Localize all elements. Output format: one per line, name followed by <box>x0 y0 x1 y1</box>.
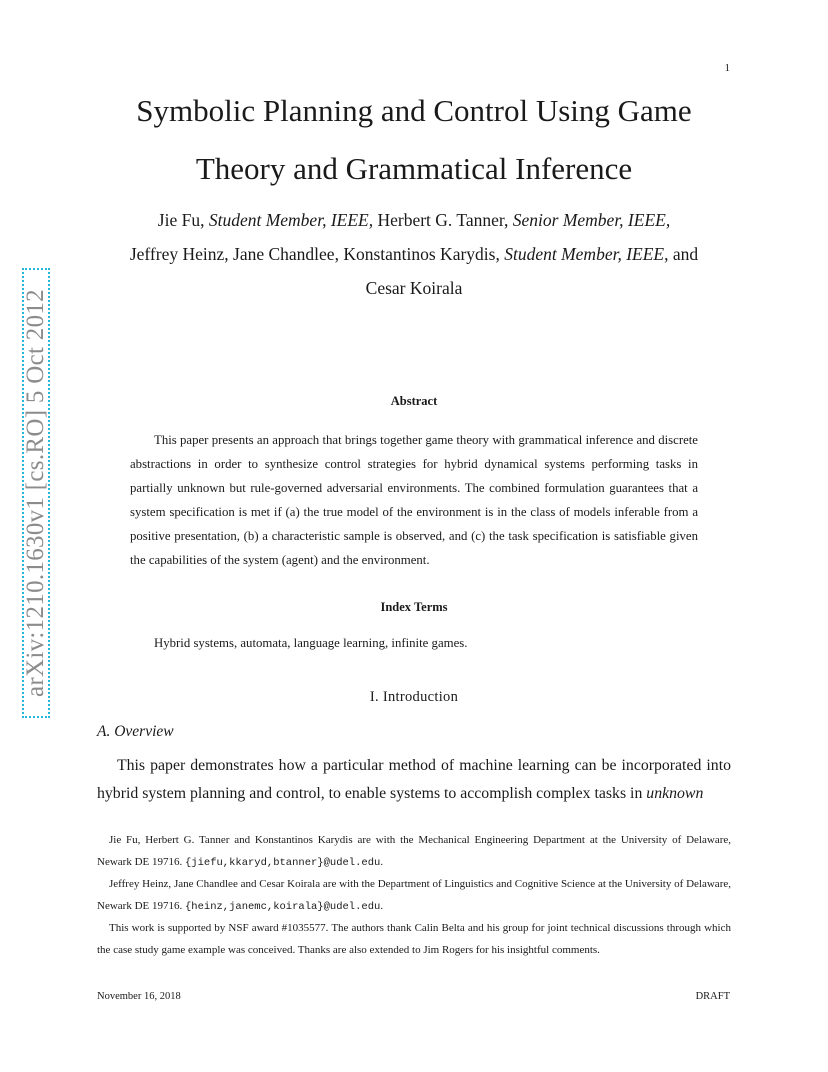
footnotes <box>97 830 731 961</box>
footnote-1: Jie Fu, Herbert G. Tanner and Konstantinos Karydis are with the Mechanical Engineering Department at the University of Delaware, Newark DE 19716. {jiefu,kkaryd,btanner}@udel.edu. <box>97 834 731 869</box>
author-role: Student Member, IEEE <box>504 244 665 264</box>
footnote-3: This work is supported by NSF award #1035577. The authors thank Calin Belta and his group for joint technical discussions through which the case study game example was conceived. Thanks are also extended to Jim Rogers for his insightful comments. <box>97 922 731 956</box>
body-emphasis: unknown <box>646 785 704 802</box>
author-name: Jeffrey Heinz, Jane Chandlee, Konstantinos Karydis, <box>129 244 505 264</box>
abstract-text: This paper presents an approach that brings together game theory with grammatical inference and discrete abstractions in order to synthesize control strategies for hybrid dynamical systems performing tasks in partially unknown but rule-governed adversarial environments. The combined formulation guarantees that a system specification is met if (a) the true model of the environment is in the class of models inferable from a positive presentation, (b) a characteristic sample is observed, and (c) the task specification is satisfiable given the capabilities of the system (agent) and the environment. <box>130 433 698 567</box>
author-row-2 <box>60 237 768 271</box>
author-name: Herbert G. Tanner, <box>373 210 513 230</box>
paper-title <box>60 82 768 198</box>
arxiv-stamp <box>22 268 50 718</box>
page-number: 1 <box>724 62 730 74</box>
footnote-email: {jiefu,kkaryd,btanner}@udel.edu <box>184 856 381 869</box>
footer-date: November 16, 2018 <box>97 991 181 1002</box>
footnote-text: Jeffrey Heinz, Jane Chandlee and Cesar Koirala are with the Department of Linguistics and Cognitive Science at the University of Delaware, Newark DE 19716. <box>97 878 731 912</box>
author-conjunction: , and <box>664 244 699 264</box>
author-name: Jie Fu, <box>157 210 209 230</box>
footnote-email: {heinz,janemc,koirala}@udel.edu <box>184 900 381 913</box>
author-role: Senior Member, IEEE, <box>512 210 671 230</box>
footnote-2: Jeffrey Heinz, Jane Chandlee and Cesar Koirala are with the Department of Linguistics and Cognitive Science at the University of Delaware, Newark DE 19716. {heinz,janemc,koirala}@udel.edu. <box>97 878 731 913</box>
body-text: This paper demonstrates how a particular method of machine learning can be incorporated into hybrid system planning and control, to enable systems to accomplish complex tasks in <box>97 757 731 802</box>
index-terms-text: Hybrid systems, automata, language learning, infinite games. <box>154 636 468 650</box>
footnote-text: Jie Fu, Herbert G. Tanner and Konstantinos Karydis are with the Mechanical Engineering Department at the University of Delaware, Newark DE 19716. <box>97 834 731 868</box>
title-line-1: Symbolic Planning and Control Using Game <box>136 93 692 128</box>
index-terms-heading: Index Terms <box>380 600 448 614</box>
footer-status: DRAFT <box>695 991 730 1002</box>
author-row-3: Cesar Koirala <box>365 278 463 298</box>
abstract-heading: Abstract <box>390 394 438 408</box>
author-role: Student Member, IEEE, <box>208 210 374 230</box>
author-row-1 <box>60 203 768 237</box>
arxiv-stamp-text: arXiv:1210.1630v1 [cs.RO] 5 Oct 2012 <box>22 289 49 697</box>
title-line-2: Theory and Grammatical Inference <box>195 151 633 186</box>
body-paragraph <box>97 752 731 808</box>
subsection-heading: A. Overview <box>97 723 174 740</box>
author-list <box>60 203 768 305</box>
section-heading: I. Introduction <box>369 689 459 705</box>
